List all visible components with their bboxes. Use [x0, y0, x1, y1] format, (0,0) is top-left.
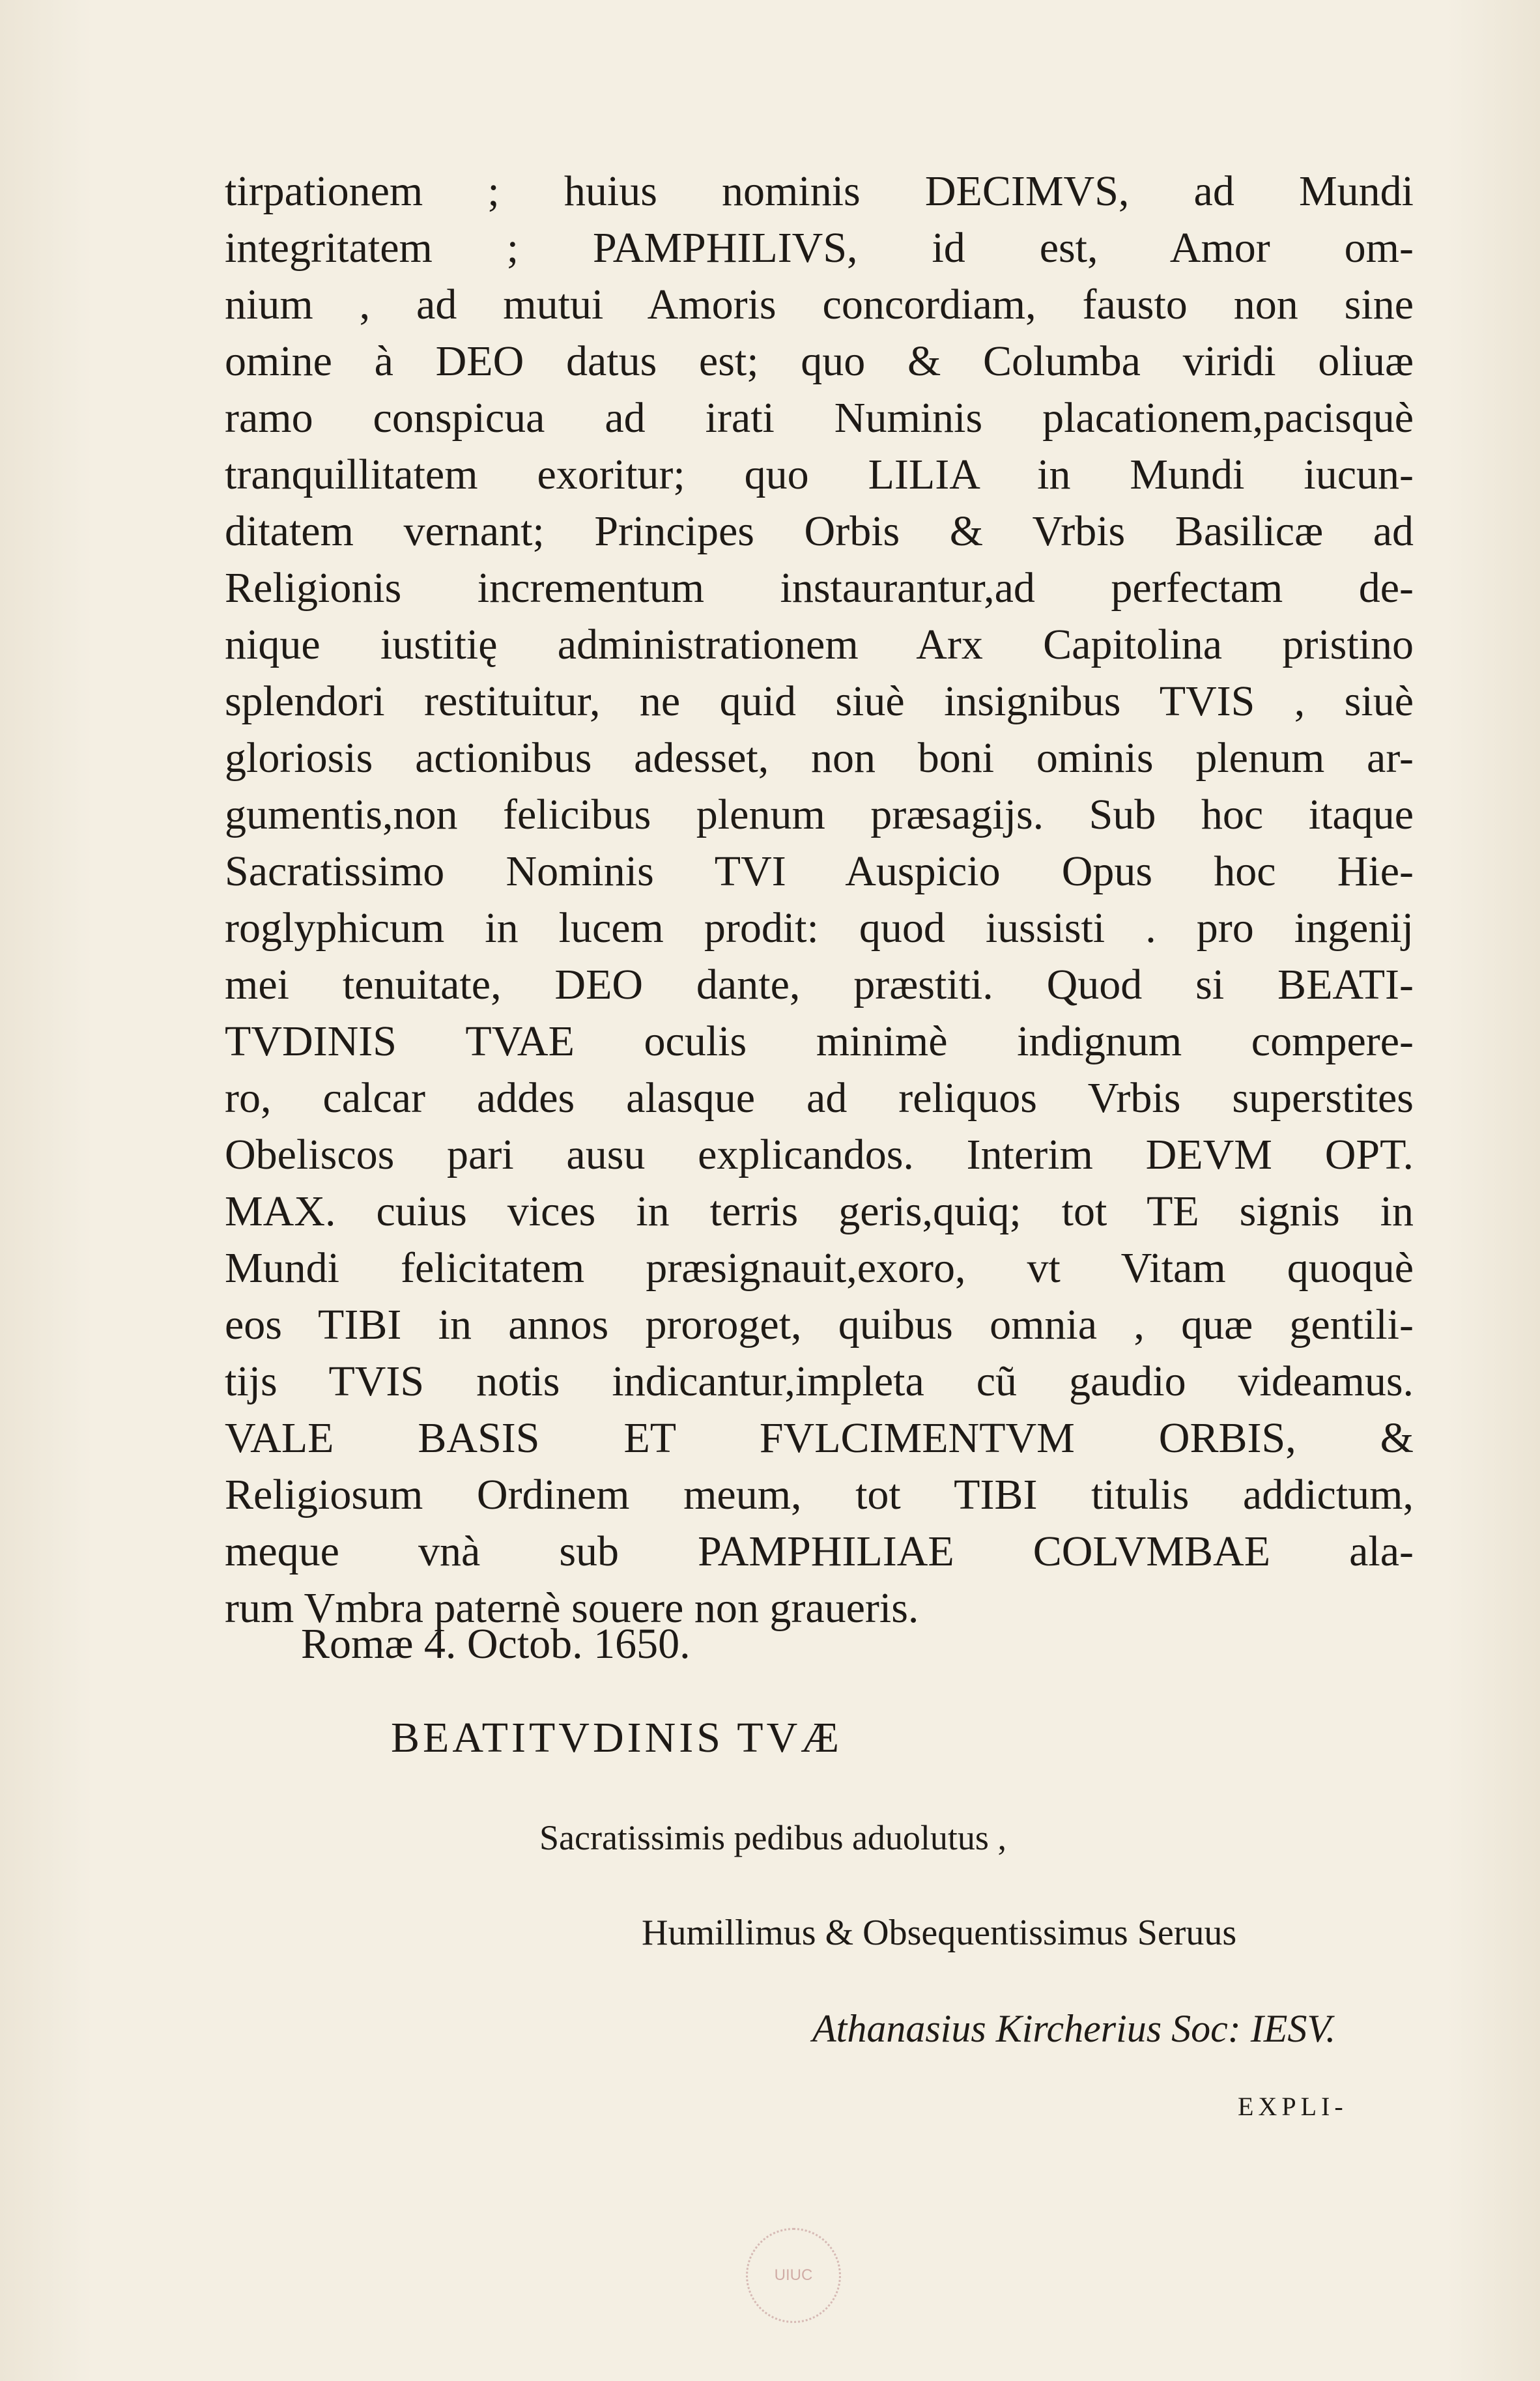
text-line: tijs TVIS notis indicantur,impleta cũ gaudio videamus. [225, 1358, 1414, 1405]
text-line: VALE BASIS ET FVLCIMENTVM ORBIS, & [225, 1414, 1414, 1462]
closing-salutation: BEATITVDINIS TVÆ [391, 1714, 842, 1761]
text-line: Religiosum Ordinem meum, tot TIBI titulis addictum, [225, 1471, 1414, 1518]
text-line: ditatem vernant; Principes Orbis & Vrbis Basilicæ ad [225, 507, 1414, 555]
text-line: Religionis incrementum instaurantur,ad perfectam de- [225, 564, 1414, 612]
text-line: roglyphicum in lucem prodit: quod iussisti . pro ingenij [225, 904, 1414, 952]
text-line: Sacratissimo Nominis TVI Auspicio Opus hoc Hie- [225, 848, 1414, 895]
text-line: tranquillitatem exoritur; quo LILIA in Mundi iucun- [225, 451, 1414, 498]
text-line: meque vnà sub PAMPHILIAE COLVMBAE ala- [225, 1528, 1414, 1575]
text-line: TVDINIS TVAE oculis minimè indignum compere- [225, 1018, 1414, 1065]
text-line: gloriosis actionibus adesset, non boni ominis plenum ar- [225, 734, 1414, 782]
text-line: MAX. cuius vices in terris geris,quiq; tot TE signis in [225, 1188, 1414, 1235]
text-line: Obeliscos pari ausu explicandos. Interim DEVM OPT. [225, 1131, 1414, 1178]
text-line: omine à DEO datus est; quo & Columba viridi oliuæ [225, 337, 1414, 385]
text-line: ro, calcar addes alasque ad reliquos Vrbis superstites [225, 1074, 1414, 1122]
text-line: nium , ad mutui Amoris concordiam, fausto non sine [225, 281, 1414, 328]
text-line: mei tenuitate, DEO dante, præstiti. Quod si BEATI- [225, 961, 1414, 1008]
text-line: eos TIBI in annos proroget, quibus omnia , quæ gentili- [225, 1301, 1414, 1348]
catchword: EXPLI- [1238, 2092, 1348, 2121]
text-line: gumentis,non felicibus plenum præsagijs. Sub hoc itaque [225, 791, 1414, 838]
dateline: Romæ 4. Octob. 1650. [301, 1620, 691, 1668]
closing-line: Humillimus & Obsequentissimus Seruus [642, 1913, 1237, 1953]
text-line: integritatem ; PAMPHILIVS, id est, Amor om- [225, 224, 1414, 272]
text-line: rum Vmbra paternè souere non graueris. [225, 1584, 919, 1632]
body-text [225, 163, 1414, 1636]
text-line: tirpationem ; huius nominis DECIMVS, ad Mundi [225, 167, 1414, 215]
text-line: Mundi felicitatem præsignauit,exoro, vt Vitam quoquè [225, 1244, 1414, 1292]
library-stamp [746, 2228, 841, 2323]
signature: Athanasius Kircherius Soc: IESV. [812, 2007, 1336, 2050]
closing-line: Sacratissimis pedibus aduolutus , [539, 1818, 1006, 1857]
text-line: ramo conspicua ad irati Numinis placationem,pacisquè [225, 394, 1414, 442]
text-line: splendori restituitur, ne quid siuè insignibus TVIS , siuè [225, 677, 1414, 725]
text-line: nique iustitię administrationem Arx Capitolina pristino [225, 621, 1414, 668]
stamp-text: UIUC [774, 2266, 813, 2284]
